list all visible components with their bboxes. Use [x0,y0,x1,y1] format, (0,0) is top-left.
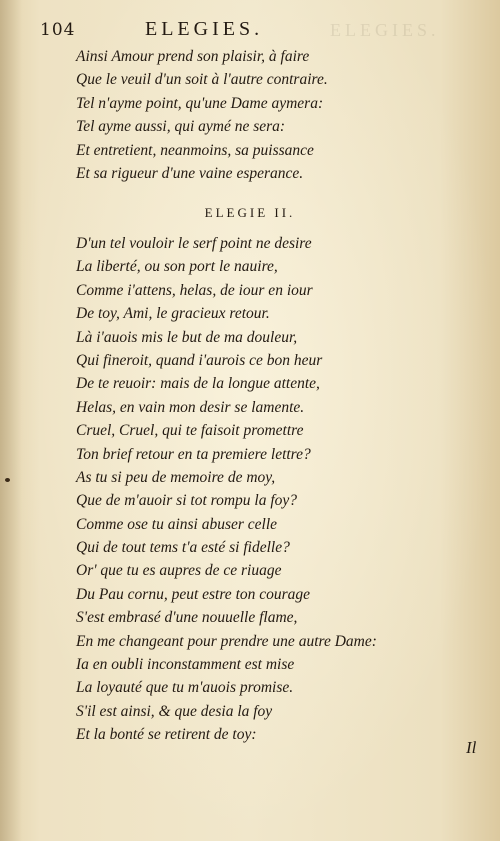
verse-line: Du Pau cornu, peut estre ton courage [76,585,311,603]
verse-line: En me changeant pour prendre une autre Dame: [76,632,377,650]
verse-line: Ainsi Amour prend son plaisir, à faire [76,48,310,65]
verse-block-1 [76,45,328,185]
catchword: Il [466,738,477,757]
verse-line: Qui de tout tems t'a esté si fidelle? [76,539,290,557]
verse-line: Et la bonté se retirent de toy: [76,726,257,744]
verse-line: As tu si peu de memoire de moy, [76,468,276,486]
verse-block-2 [76,232,377,747]
verse-line: S'est embrasé d'une nouuelle flame, [76,609,298,627]
verse-line: La liberté, ou son port le nauire, [76,258,278,276]
verse-line: Ia en oubli inconstamment est mise [76,656,295,674]
verse-line: Comme ose tu ainsi abuser celle [76,515,278,533]
verse-line: S'il est ainsi, & que desia la foy [76,702,273,720]
page-number: 104 [40,20,76,40]
page-header [0,18,500,48]
section-title: ELEGIE II. [204,205,296,220]
verse-line: Or' que tu es aupres de ce riuage [76,562,282,580]
verse-line: Que le veuil d'un soit à l'autre contraire. [76,71,328,89]
gutter-shadow [0,0,22,841]
verse-line: La loyauté que tu m'auois promise. [76,679,294,697]
verse-line: Comme i'attens, helas, de iour en iour [76,281,313,299]
verse-line: Helas, en vain mon desir se lamente. [76,398,305,416]
show-through-text: ELEGIES. [330,20,440,40]
verse-line: Et entretient, neanmoins, sa puissance [76,141,314,159]
verse-line: De te reuoir: mais de la longue attente, [76,375,320,393]
verse-line: Et sa rigueur d'une vaine esperance. [76,164,304,182]
verse-line: Ton brief retour en ta premiere lettre? [76,445,311,463]
verse-line: Tel ayme aussi, qui aymé ne sera: [76,118,286,136]
verse-line: De toy, Ami, le gracieux retour. [76,305,270,323]
running-title: ELEGIES. [145,18,264,40]
verse-line: D'un tel vouloir le serf point ne desire [76,235,312,252]
verse-line: Tel n'ayme point, qu'une Dame aymera: [76,94,324,112]
verse-line: Qui fineroit, quand i'aurois ce bon heur [76,351,323,369]
verse-line: Là i'auois mis le but de ma douleur, [76,328,298,346]
verse-line: Cruel, Cruel, qui te faisoit promettre [76,422,304,440]
ink-spot [5,478,10,482]
verse-line: Que de m'auoir si tot rompu la foy? [76,492,298,510]
